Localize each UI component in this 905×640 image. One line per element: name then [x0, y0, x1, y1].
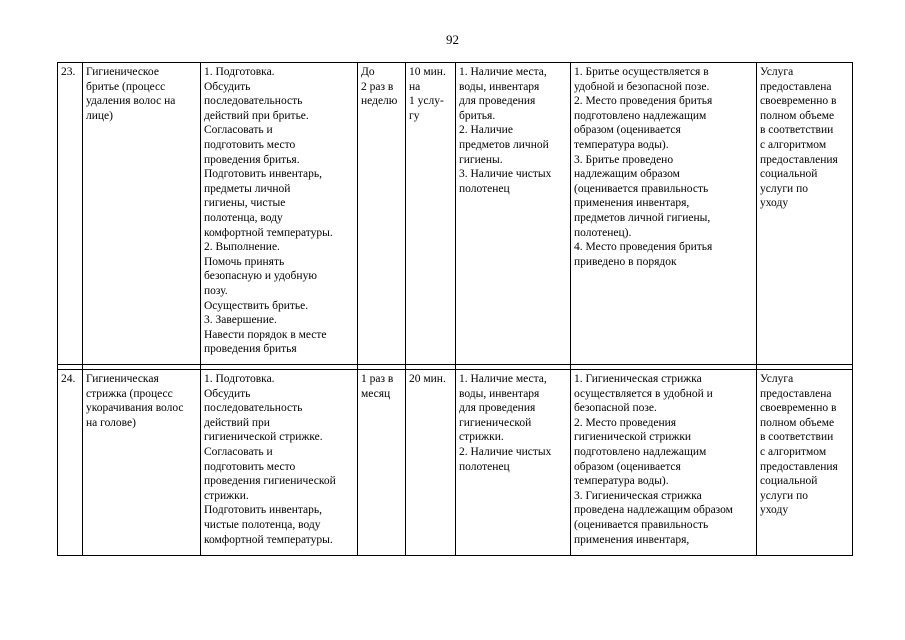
cell-text-line: в соответствии — [760, 124, 834, 137]
cell-text-line: предоставления — [760, 153, 838, 166]
cell-text-line: 3. Бритье проведено — [574, 153, 674, 166]
quality-indicators-cell — [571, 370, 757, 556]
cell-text-line: месяц — [361, 387, 391, 400]
cell-text-line: Подготовить инвентарь, — [204, 168, 323, 181]
cell-text-line: лице) — [86, 109, 113, 122]
cell-text-line: подготовлено надлежащим — [574, 445, 707, 458]
row-number: 23. — [58, 63, 83, 365]
cell-text-line: проведения бритья — [204, 343, 297, 356]
cell-text-line: укорачивания волос — [86, 402, 184, 415]
cell-text-line: 2. Место проведения бритья — [574, 95, 713, 108]
cell-text-line: бритья. — [459, 109, 496, 122]
cell-text-line: для проведения — [459, 95, 536, 108]
cell-text-line: стрижки. — [204, 489, 249, 502]
cell-text-line: (оценивается правильность — [574, 518, 709, 531]
cell-text-line: полотенец). — [574, 226, 632, 239]
cell-text-line: гигиены, чистые — [204, 197, 286, 210]
cell-text-line: своевременно в — [760, 95, 837, 108]
service-description-cell — [201, 370, 358, 556]
cell-text-line: воды, инвентаря — [459, 80, 540, 93]
cell-text-line: проведения гигиенической — [204, 475, 336, 488]
cell-text-line: стрижка (процесс — [86, 387, 173, 400]
cell-text-line: действий при бритье. — [204, 109, 309, 122]
cell-text-line: с алгоритмом — [760, 138, 827, 151]
cell-text-line: применения инвентаря, — [574, 533, 690, 546]
cell-text-line: образом (оценивается — [574, 124, 681, 137]
cell-text-line: Гигиеническая — [86, 373, 159, 385]
table-row — [58, 370, 853, 556]
cell-text-line: 2. Наличие чистых — [459, 445, 552, 458]
cell-text-line: на голове) — [86, 416, 136, 429]
cell-text-line: температура воды). — [574, 475, 669, 488]
cell-text-line: 3. Наличие чистых — [459, 168, 552, 181]
cell-text-line: 10 мин. — [409, 66, 446, 78]
cell-text-line: 2. Выполнение. — [204, 241, 280, 254]
cell-text-line: 1 услу- — [409, 95, 444, 108]
cell-text-line: 1. Гигиеническая стрижка — [574, 373, 702, 385]
result-cell — [757, 370, 853, 556]
cell-text-line: уходу — [760, 197, 789, 210]
cell-text-line: температура воды). — [574, 138, 669, 151]
cell-text-line: подготовлено надлежащим — [574, 109, 707, 122]
cell-text-line: надлежащим образом — [574, 168, 680, 181]
cell-text-line: проведения бритья. — [204, 153, 300, 166]
cell-text-line: последовательность — [204, 402, 303, 415]
cell-text-line: полотенца, воду — [204, 211, 283, 224]
duration-cell — [406, 370, 456, 556]
table-row — [58, 63, 853, 365]
cell-text-line: гигиенической стрижке. — [204, 431, 323, 444]
cell-text-line: безопасной позе. — [574, 402, 657, 415]
cell-text-line: стрижки. — [459, 431, 504, 444]
page-number: 92 — [446, 32, 459, 47]
cell-text-line: Осуществить бритье. — [204, 299, 309, 312]
service-name-cell — [83, 370, 201, 556]
cell-text-line: 1. Подготовка. — [204, 373, 275, 385]
cell-text-line: предметов личной — [459, 138, 549, 151]
cell-text-line: полотенец — [459, 182, 510, 195]
cell-text-line: 1. Наличие места, — [459, 66, 547, 78]
cell-text-line: удаления волос на — [86, 95, 176, 108]
cell-text-line: 2. Место проведения — [574, 416, 677, 429]
cell-text-line: Согласовать и — [204, 124, 273, 137]
cell-text-line: полном объеме — [760, 416, 835, 429]
frequency-cell — [358, 63, 406, 365]
cell-text-line: комфортной температуры. — [204, 226, 333, 239]
duration-cell — [406, 63, 456, 365]
cell-text-line: Подготовить инвентарь, — [204, 504, 323, 517]
cell-text-line: гигиенической — [459, 416, 532, 429]
cell-text-line: полном объеме — [760, 109, 835, 122]
cell-text-line: комфортной температуры. — [204, 533, 333, 546]
cell-text-line: воды, инвентаря — [459, 387, 540, 400]
cell-text-line: 1. Подготовка. — [204, 66, 275, 78]
cell-text-line: 2 раз в — [361, 80, 394, 93]
cell-text-line: своевременно в — [760, 402, 837, 415]
cell-text-line: социальной — [760, 475, 818, 488]
cell-text-line: Гигиеническое — [86, 66, 159, 78]
cell-text-line: проведена надлежащим образом — [574, 504, 733, 517]
cell-text-line: 20 мин. — [409, 373, 446, 385]
cell-text-line: социальной — [760, 168, 818, 181]
cell-text-line: 1 раз в — [361, 373, 394, 385]
cell-text-line: 3. Гигиеническая стрижка — [574, 489, 702, 502]
conditions-cell — [456, 63, 571, 365]
cell-text-line: предметы личной — [204, 182, 291, 195]
cell-text-line: подготовить место — [204, 460, 296, 473]
cell-text-line: гигиенической стрижки — [574, 431, 692, 444]
cell-text-line: удобной и безопасной позе. — [574, 80, 710, 93]
cell-text-line: (оценивается правильность — [574, 182, 709, 195]
cell-text-line: Услуга — [760, 373, 794, 385]
cell-text-line: Согласовать и — [204, 445, 273, 458]
service-name-cell — [83, 63, 201, 365]
cell-text-line: Обсудить — [204, 387, 251, 400]
services-table — [57, 62, 853, 556]
cell-text-line: предоставлена — [760, 80, 832, 93]
cell-text-line: 3. Завершение. — [204, 314, 277, 327]
cell-text-line: в соответствии — [760, 431, 834, 444]
cell-text-line: позу. — [204, 284, 228, 297]
cell-text-line: на — [409, 80, 421, 93]
cell-text-line: чистые полотенца, воду — [204, 518, 321, 531]
conditions-cell — [456, 370, 571, 556]
frequency-cell — [358, 370, 406, 556]
cell-text-line: 2. Наличие — [459, 124, 513, 137]
result-cell — [757, 63, 853, 365]
cell-text-line: услуги по — [760, 182, 808, 195]
cell-text-line: действий при — [204, 416, 270, 429]
cell-text-line: полотенец — [459, 460, 510, 473]
quality-indicators-cell — [571, 63, 757, 365]
row-number: 24. — [58, 370, 83, 556]
service-description-cell — [201, 63, 358, 365]
cell-text-line: уходу — [760, 504, 789, 517]
cell-text-line: с алгоритмом — [760, 445, 827, 458]
cell-text-line: образом (оценивается — [574, 460, 681, 473]
cell-text-line: приведено в порядок — [574, 255, 677, 268]
cell-text-line: Навести порядок в месте — [204, 328, 327, 341]
cell-text-line: услуги по — [760, 489, 808, 502]
cell-text-line: бритье (процесс — [86, 80, 166, 93]
cell-text-line: гигиены. — [459, 153, 503, 166]
cell-text-line: безопасную и удобную — [204, 270, 317, 283]
cell-text-line: для проведения — [459, 402, 536, 415]
cell-text-line: Обсудить — [204, 80, 251, 93]
cell-text-line: До — [361, 66, 375, 78]
cell-text-line: подготовить место — [204, 138, 296, 151]
cell-text-line: 4. Место проведения бритья — [574, 241, 713, 254]
cell-text-line: предоставления — [760, 460, 838, 473]
cell-text-line: гу — [409, 109, 420, 122]
cell-text-line: предметов личной гигиены, — [574, 211, 711, 224]
cell-text-line: неделю — [361, 95, 398, 108]
cell-text-line: 1. Наличие места, — [459, 373, 547, 385]
cell-text-line: 1. Бритье осуществляется в — [574, 66, 709, 78]
cell-text-line: осуществляется в удобной и — [574, 387, 713, 400]
cell-text-line: предоставлена — [760, 387, 832, 400]
cell-text-line: применения инвентаря, — [574, 197, 690, 210]
cell-text-line: Услуга — [760, 66, 794, 78]
cell-text-line: Помочь принять — [204, 255, 285, 268]
cell-text-line: последовательность — [204, 95, 303, 108]
